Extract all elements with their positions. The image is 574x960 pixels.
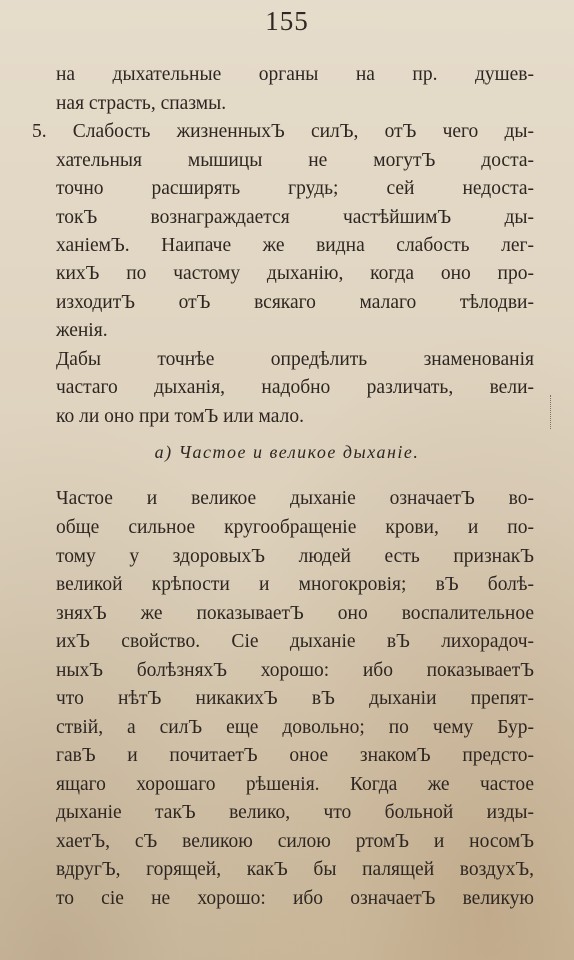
text-line: то сіе не хорошо: ибо означаетЪ великую [56,888,534,909]
text-line: великой крѣпости и многокровія; вЪ болѣ- [56,574,534,595]
text-line: вдругЪ, горящей, какЪ бы палящей воздухЪ, [56,859,534,880]
text-line: хательныя мышицы не могутЪ доста- [56,150,534,171]
text-line: что нѣтЪ никакихЪ вЪ дыханіи препят- [56,688,534,709]
text-line: токЪ вознаграждается частѣйшимЪ ды- [56,207,534,228]
text-line: ханіемЪ. Наипаче же видна слабость лег- [56,235,534,256]
text-line: частаго дыханія, надобно различать, вели- [56,377,534,398]
text-line: ихЪ свойство. Сіе дыханіе вЪ лихорадоч- [56,631,534,652]
text-line: гавЪ и почитаетЪ оное знакомЪ предсто- [56,745,534,766]
text-line: на дыхательные органы на пр. душев- [56,64,534,85]
text-line: ствій, а силЪ еще довольно; по чему Бур- [56,717,534,738]
text-line: ко ли оно при томЪ или мало. [56,406,304,427]
text-line: Частое и великое дыханіе означаетЪ во- [56,488,534,509]
text-line: Дабы точнѣе опредѣлить знаменованія [56,349,534,370]
text-line: дыханіе такЪ велико, что больной изды- [56,802,534,823]
text-line: ящаго хорошаго рѣшенія. Когда же частое [56,774,534,795]
text-line: точно расширять грудь; сей недоста- [56,178,534,199]
margin-mark [550,395,555,429]
text-line: 5. Слабость жизненныхЪ силЪ, отЪ чего ды- [32,121,534,142]
text-line: обще сильное кругообращеніе крови, и по- [56,517,534,538]
text-line: ныхЪ болѣзняхЪ хорошо: ибо показываетЪ [56,660,534,681]
text-line: тому у здоровыхЪ людей есть признакЪ [56,546,534,567]
text-line: изходитЪ отЪ всякаго малаго тѣлодви- [56,292,534,313]
text-line: ная страсть, спазмы. [56,93,227,114]
page-number: 155 [265,6,309,36]
section-heading: а) Частое и великое дыханіе. [154,442,420,462]
text-line: кихЪ по частому дыханію, когда оно про- [56,263,534,284]
text-line: хаетЪ, сЪ великою силою ртомЪ и носомЪ [56,831,534,852]
text-line: женія. [56,320,108,341]
text-line: зняхЪ же показываетЪ оно воспалительное [56,603,534,624]
